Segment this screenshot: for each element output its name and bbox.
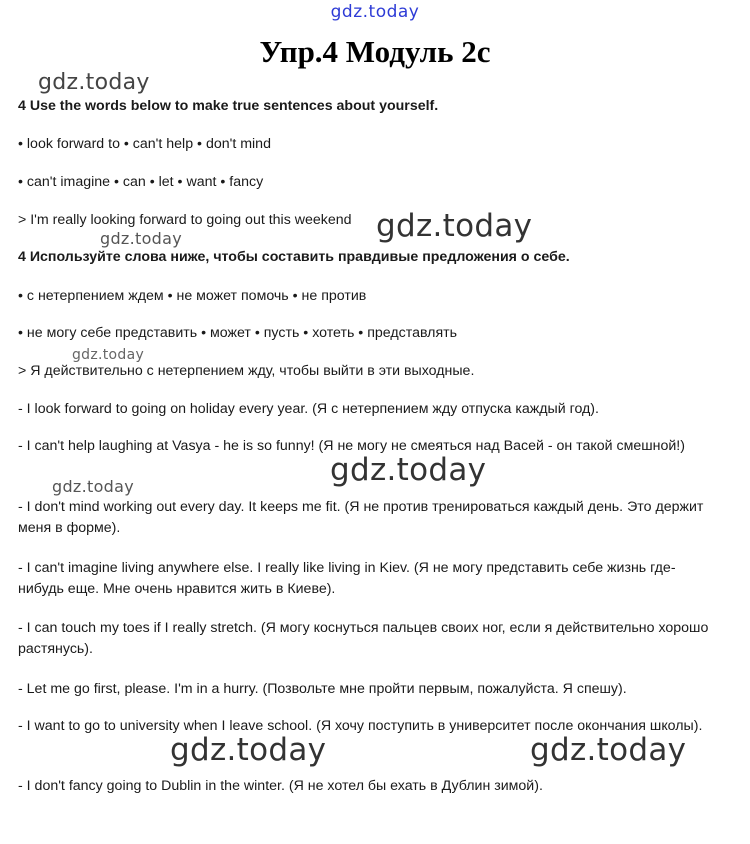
watermark: gdz.today	[530, 732, 687, 768]
word-list-ru-2: • не могу себе представить • может • пусть • хотеть • представлять	[18, 325, 458, 341]
answer-can: - I can touch my toes if I really stretch. (Я могу коснуться пальцев своих ног, если я действительно хорошо растянусь).	[18, 620, 709, 657]
watermark: gdz.today	[52, 477, 134, 496]
watermark: gdz.today	[100, 229, 182, 248]
answer-want: - I want to go to university when I leave school. (Я хочу поступить в университет после окончания школы).	[18, 718, 703, 734]
answer-cant-imagine: - I can't imagine living anywhere else. I really like living in Kiev. (Я не могу представить себе жизнь где-нибудь еще. Мне очень нравится жить в Киеве).	[18, 560, 676, 597]
watermark: gdz.today	[376, 208, 533, 244]
word-list-en-1: • look forward to • can't help • don't mind	[18, 136, 271, 152]
example-ru: > Я действительно с нетерпением жду, чтобы выйти в эти выходные.	[18, 363, 475, 379]
watermark: gdz.today	[72, 347, 145, 363]
answer-let: - Let me go first, please. I'm in a hurry. (Позвольте мне пройти первым, пожалуйста. Я спешу).	[18, 681, 627, 697]
example-en: > I'm really looking forward to going out this weekend	[18, 212, 352, 228]
exercise-heading-en: 4 Use the words below to make true sentences about yourself.	[18, 98, 439, 114]
answer-look-forward: - I look forward to going on holiday every year. (Я с нетерпением жду отпуска каждый год).	[18, 401, 599, 417]
watermark: gdz.today	[38, 70, 150, 95]
word-list-en-2: • can't imagine • can • let • want • fancy	[18, 174, 264, 190]
answer-cant-help: - I can't help laughing at Vasya - he is so funny! (Я не могу не смеяться над Васей - он такой смешной!)	[18, 438, 685, 454]
watermark: gdz.today	[330, 452, 487, 488]
exercise-heading-ru: 4 Используйте слова ниже, чтобы составить правдивые предложения о себе.	[18, 249, 570, 265]
answer-fancy: - I don't fancy going to Dublin in the winter. (Я не хотел бы ехать в Дублин зимой).	[18, 778, 543, 794]
answer-dont-mind: - I don't mind working out every day. It keeps me fit. (Я не против тренироваться каждый день. Это держит меня в форме).	[18, 499, 704, 536]
page-title: Упр.4 Модуль 2с	[259, 34, 491, 69]
site-watermark-top: gdz.today	[330, 2, 420, 22]
word-list-ru-1: • с нетерпением ждем • не может помочь • не против	[18, 288, 367, 304]
watermark: gdz.today	[170, 732, 327, 768]
